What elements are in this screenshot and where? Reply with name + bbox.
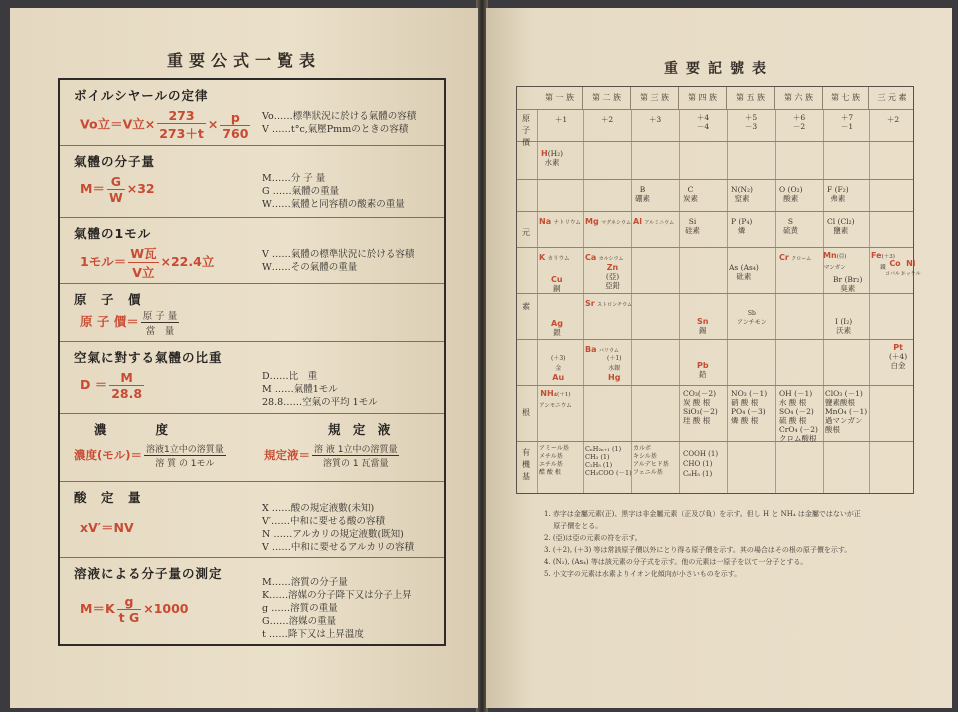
column-divider — [869, 109, 870, 493]
valence-group-2: ＋2 — [600, 115, 614, 124]
element-Pb: Pb 鉛 — [697, 361, 709, 379]
section-gas-molecular-weight — [60, 146, 444, 218]
footnotes — [544, 508, 936, 580]
formula-box — [58, 78, 446, 646]
valence-group-4: ＋4 －4 — [696, 113, 710, 131]
row-label-valence: 原子價 — [522, 114, 530, 147]
group-header: 第 二 族 — [583, 87, 631, 109]
footnote: 1. 赤字は金屬元素(正)、黒字は非金屬元素（正及び負）を示す。但し H と NH₄ は金屬ではないが正 — [544, 510, 861, 518]
symbol-table — [516, 86, 921, 494]
column-divider — [679, 109, 680, 493]
section-heading: 氣體の分子量 — [74, 154, 156, 169]
footnote: 5. 小文字の元素は水素よりイオン化傾向が小さいものを示す。 — [544, 570, 742, 578]
notes: M……分 子 量 G ……氣體の重量 W……氣體と同容積の酸素の重量 — [262, 173, 405, 210]
element-O: O (O₂) 酸素 — [779, 185, 803, 203]
group-header: 第 六 族 — [775, 87, 823, 109]
column-divider — [583, 109, 584, 493]
section-heading: 濃 度 — [94, 422, 177, 437]
row-divider — [517, 109, 913, 110]
section-valence — [60, 284, 444, 342]
section-heading: 空氣に對する氣體の比重 — [74, 350, 223, 365]
row-label-radical: 根 — [522, 408, 530, 417]
right-page-title: 重要記號表 — [664, 61, 774, 77]
section-heading-normal-solution: 規 定 液 — [328, 422, 395, 437]
organic-formulas-2: COOH (1) CHO (1) C₆H₅ (1) — [683, 450, 719, 478]
section-molecular-weight-solution — [60, 558, 444, 644]
formula-boyle-charles: Vo立＝V立× $\frac{273}{273+t}$ × $\frac{p}{760}$ — [80, 108, 249, 141]
row-label-organic: 有機基 — [522, 448, 530, 481]
valence-group-3: ＋3 — [648, 115, 662, 124]
element-Fe: Fe(＋3) 鐵 — [871, 251, 895, 271]
notes: Vo……標準狀況に於ける氣體の容積 V ……t°c,氣壓Pmmのときの容積 — [262, 111, 417, 135]
group-header: 第 三 族 — [631, 87, 679, 109]
element-As: As (As₄) 砒素 — [729, 263, 759, 281]
notes: M……溶質の分子量 K……溶媒の分子降下又は分子上昇 g ……溶質の重量 G……溶媒の重量 t ……降下又は上昇溫度 — [262, 577, 412, 640]
element-K: K カリウム — [539, 253, 570, 262]
element-Na: Na ナトリウム — [539, 217, 581, 226]
right-page — [486, 8, 952, 708]
row-divider — [517, 211, 913, 212]
section-heading: 溶液による分子量の測定 — [74, 566, 223, 581]
section-heading: 氣體の1モル — [74, 226, 152, 241]
formula-normality: 規定液＝ $\frac{\text{溶 液 1立中の溶質量}}{\text{溶質の 1 瓦當量}}$ — [264, 442, 401, 469]
left-page — [10, 8, 478, 708]
row-divider — [517, 339, 913, 340]
element-C: C 炭素 — [683, 185, 698, 203]
group-header: 第 五 族 — [727, 87, 775, 109]
section-gas-mole — [60, 218, 444, 284]
valence-group-5: ＋5 －3 — [744, 113, 758, 131]
column-divider — [537, 109, 538, 493]
element-H: H(H₂) 水素 — [541, 149, 564, 167]
row-divider — [517, 179, 913, 180]
footnote: 3. (＋2), (＋3) 等は常該原子價以外にとり得る原子價を示す。其の場合はその根の原子價を示す。 — [544, 546, 852, 554]
valence-triad: ＋2 — [886, 115, 900, 124]
element-Hg: (＋1) 水銀 Hg — [607, 355, 622, 382]
group-header: 三 元 素 — [877, 93, 907, 102]
column-divider — [775, 109, 776, 493]
row-divider — [517, 247, 913, 248]
column-divider — [727, 109, 728, 493]
notes: D……比 重 M ……氣體1モル 28.8……空氣の平均 1モル — [262, 371, 378, 408]
radical-NH4: NH₄(＋1) アンモニウム — [539, 389, 572, 409]
section-boyle-charles — [60, 80, 444, 146]
group-header: 第 一 族 — [537, 87, 583, 109]
element-Mn: Mn(亞) マンガン — [823, 251, 847, 271]
element-Cl: Cl (Cl₂) 鹽素 — [827, 217, 855, 235]
element-Al: Al アルミニウム — [633, 217, 675, 226]
element-Au: (＋3) 金 Au — [551, 355, 566, 382]
row-divider — [517, 441, 913, 442]
valence-group-6: ＋6 －2 — [792, 113, 806, 131]
valence-group-1: ＋1 — [554, 115, 568, 124]
section-heading: ボイルシヤールの定律 — [74, 88, 209, 103]
formula-gas-mole: 1モル＝ $\frac{\text{W瓦}}{\text{V立}}$ ×22.4立 — [80, 246, 215, 280]
element-Si: Si 硅素 — [685, 217, 700, 235]
radical-group-4: CO₃(－2) 炭 酸 根 SiO₃(－2) 珪 酸 根 — [683, 389, 718, 425]
element-Cu: Cu 銅 — [551, 275, 563, 293]
column-divider — [823, 109, 824, 493]
group-header: 第 四 族 — [679, 87, 727, 109]
formula-specific-gravity: D ＝ $\frac{M}{28.8}$ — [80, 370, 143, 401]
section-concentration — [60, 414, 444, 482]
formula-molarity: 濃度(モル)＝ $\frac{\text{溶液1立中の溶質量}}{\text{溶 質 の 1モル}}$ — [74, 442, 228, 469]
element-Sr: Sr ストロンチウム — [585, 299, 633, 308]
section-acidimetry — [60, 482, 444, 558]
row-divider — [517, 293, 913, 294]
footnote: 原子價をとる。 — [544, 522, 603, 530]
row-label-element-2: 素 — [522, 302, 530, 311]
element-Cr: Cr クローム — [779, 253, 812, 262]
element-Sn: Sn 錫 — [697, 317, 709, 335]
footnote: 4. (N₂), (As₄) 等は該元素の分子式を示す。他の元素は一原子を以て一分子とする。 — [544, 558, 808, 566]
element-B: B 硼素 — [635, 185, 650, 203]
notes: V ……氣體の標準狀況に於ける容積 W……その氣體の重量 — [262, 249, 415, 273]
formula-valence: 原 子 價＝ $\frac{\text{原 子 量}}{\text{當 量}}$ — [80, 308, 181, 337]
element-Sb: Sb アンチモン — [737, 310, 767, 326]
organic-formulas-1: CₙH₂ₙ₊₁ (1) CH₃ (1) C₂H₅ (1) CH₃COO (－1) — [585, 445, 632, 477]
element-Pt: Pt (＋4) 白金 — [889, 343, 908, 370]
row-divider — [517, 141, 913, 142]
footnote: 2. (亞)は亞の元素の符を示す。 — [544, 534, 642, 542]
formula-gas-molecular-weight: M＝ $\frac{G}{W}$ ×32 — [80, 174, 155, 205]
row-divider — [517, 385, 913, 386]
row-label-element-1: 元 — [522, 228, 530, 237]
organic-names-2: カルボ キシル基 アルデヒド基 フェニル基 — [633, 445, 669, 476]
group-header: 第 七 族 — [823, 87, 869, 109]
element-Br: Br (Br₂) 臭素 — [833, 275, 863, 293]
radical-group-5: NO₃ (－1) 硝 酸 根 PO₄ (－3) 燐 酸 根 — [731, 389, 768, 425]
element-I: I (I₂) 沃素 — [835, 317, 853, 335]
element-Mg: Mg マグネシウム — [585, 217, 631, 226]
formula-molecular-weight-solution: M＝K $\frac{g}{\text{t G}}$ ×1000 — [80, 594, 189, 625]
element-Ni: Ni ニッケル — [901, 259, 921, 277]
notes: X ……酸の規定液數(未知) V′……中和に要せる酸の容積 N ……アルカリの規定液數(既知) V ……中和に要せるアルカリの容積 — [262, 503, 415, 553]
element-N: N(N₂) 窒素 — [731, 185, 753, 203]
element-Ag: Ag 銀 — [551, 319, 563, 337]
section-heading: 酸 定 量 — [74, 490, 142, 505]
element-S: S 硫黄 — [783, 217, 798, 235]
element-Zn: Zn (亞) 亞鉛 — [605, 263, 620, 290]
left-page-title: 重要公式一覧表 — [166, 51, 321, 70]
section-heading: 原 子 價 — [74, 292, 142, 307]
radical-group-7: ClO₃ (－1) 鹽素酸根 MnO₄ (－1) 過マンガン 酸根 — [825, 389, 868, 434]
radical-group-6: OH (－1) 水 酸 根 SO₄ (－2) 硫 酸 根 CrO₄ (－2) クロム酸根 — [779, 389, 818, 443]
valence-group-7: ＋7 －1 — [840, 113, 854, 131]
element-F: F (F₂) 弗素 — [827, 185, 849, 203]
element-Ba: Ba バリウム — [585, 345, 619, 354]
element-Co: Co コバルト — [885, 259, 906, 277]
formula-acidimetry: xV′＝NV — [80, 520, 134, 535]
element-Ca: Ca カルシウム — [585, 253, 624, 262]
element-P: P (P₄) 燐 — [731, 217, 753, 235]
organic-names-1: アミール基 メチル基 エチル基 醋 酸 根 — [539, 445, 569, 476]
section-specific-gravity — [60, 342, 444, 414]
